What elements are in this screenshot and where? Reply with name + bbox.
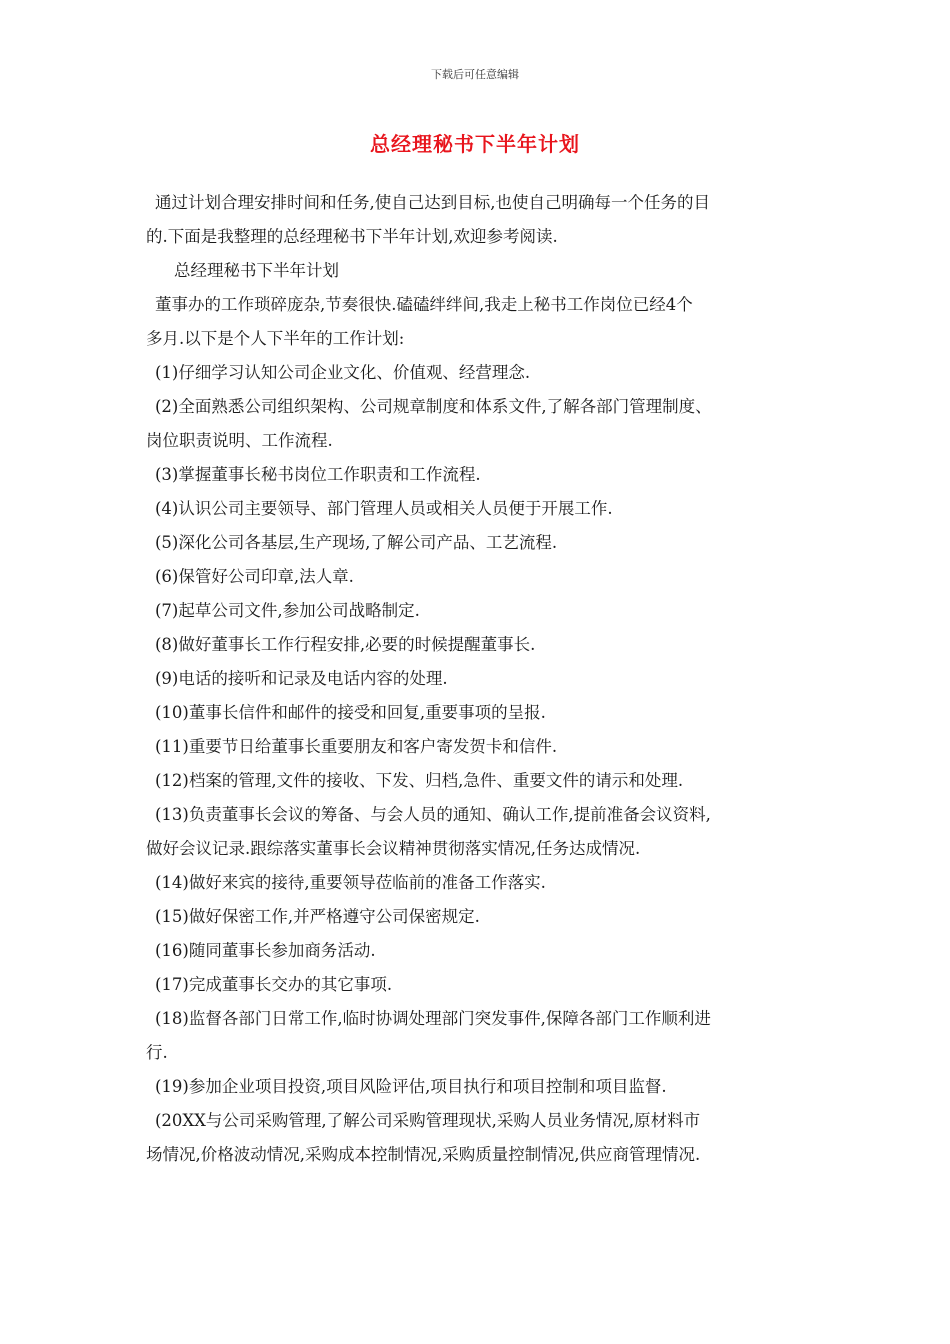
document-title: 总经理秘书下半年计划 [370, 132, 580, 156]
list-item: (14)做好来宾的接待,重要领导莅临前的准备工作落实. [155, 873, 546, 892]
list-item: (10)董事长信件和邮件的接受和回复,重要事项的呈报. [155, 703, 546, 722]
paragraph-line: 董事办的工作琐碎庞杂,节奏很快.磕磕绊绊间,我走上秘书工作岗位已经4个 [155, 295, 693, 314]
list-item: (4)认识公司主要领导、部门管理人员或相关人员便于开展工作. [155, 499, 613, 518]
list-item: (11)重要节日给董事长重要朋友和客户寄发贺卡和信件. [155, 737, 558, 756]
list-item: (18)监督各部门日常工作,临时协调处理部门突发事件,保障各部门工作顺利进 [155, 1009, 711, 1028]
paragraph-line: 多月.以下是个人下半年的工作计划: [146, 329, 405, 348]
list-item: (16)随同董事长参加商务活动. [155, 941, 376, 960]
list-item: (19)参加企业项目投资,项目风险评估,项目执行和项目控制和项目监督. [155, 1077, 667, 1096]
list-item: (9)电话的接听和记录及电话内容的处理. [155, 669, 448, 688]
list-item: (5)深化公司各基层,生产现场,了解公司产品、工艺流程. [155, 533, 558, 552]
list-item: (12)档案的管理,文件的接收、下发、归档,急件、重要文件的请示和处理. [155, 771, 684, 790]
header-note: 下载后可任意编辑 [431, 68, 519, 81]
list-item-continuation: 行. [146, 1043, 168, 1062]
list-item: (7)起草公司文件,参加公司战略制定. [155, 601, 420, 620]
list-item-continuation: 场情况,价格波动情况,采购成本控制情况,采购质量控制情况,供应商管理情况. [146, 1145, 701, 1164]
intro-paragraph-line: 的.下面是我整理的总经理秘书下半年计划,欢迎参考阅读. [146, 227, 558, 246]
list-item: (15)做好保密工作,并严格遵守公司保密规定. [155, 907, 480, 926]
section-heading: 总经理秘书下半年计划 [174, 261, 339, 280]
list-item: (20XX与公司采购管理,了解公司采购管理现状,采购人员业务情况,原材料市 [155, 1111, 701, 1130]
list-item: (6)保管好公司印章,法人章. [155, 567, 354, 586]
list-item: (17)完成董事长交办的其它事项. [155, 975, 393, 994]
list-item: (1)仔细学习认知公司企业文化、价值观、经营理念. [155, 363, 531, 382]
list-item-continuation: 做好会议记录.跟综落实董事长会议精神贯彻落实情况,任务达成情况. [146, 839, 641, 858]
intro-paragraph-line: 通过计划合理安排时间和任务,使自己达到目标,也使自己明确每一个任务的目 [155, 193, 710, 212]
list-item: (8)做好董事长工作行程安排,必要的时候提醒董事长. [155, 635, 536, 654]
list-item: (2)全面熟悉公司组织架构、公司规章制度和体系文件,了解各部门管理制度、 [155, 397, 712, 416]
list-item: (3)掌握董事长秘书岗位工作职责和工作流程. [155, 465, 481, 484]
list-item-continuation: 岗位职责说明、工作流程. [146, 431, 333, 450]
list-item: (13)负责董事长会议的筹备、与会人员的通知、确认工作,提前准备会议资料, [155, 805, 711, 824]
document-body [146, 186, 806, 1172]
